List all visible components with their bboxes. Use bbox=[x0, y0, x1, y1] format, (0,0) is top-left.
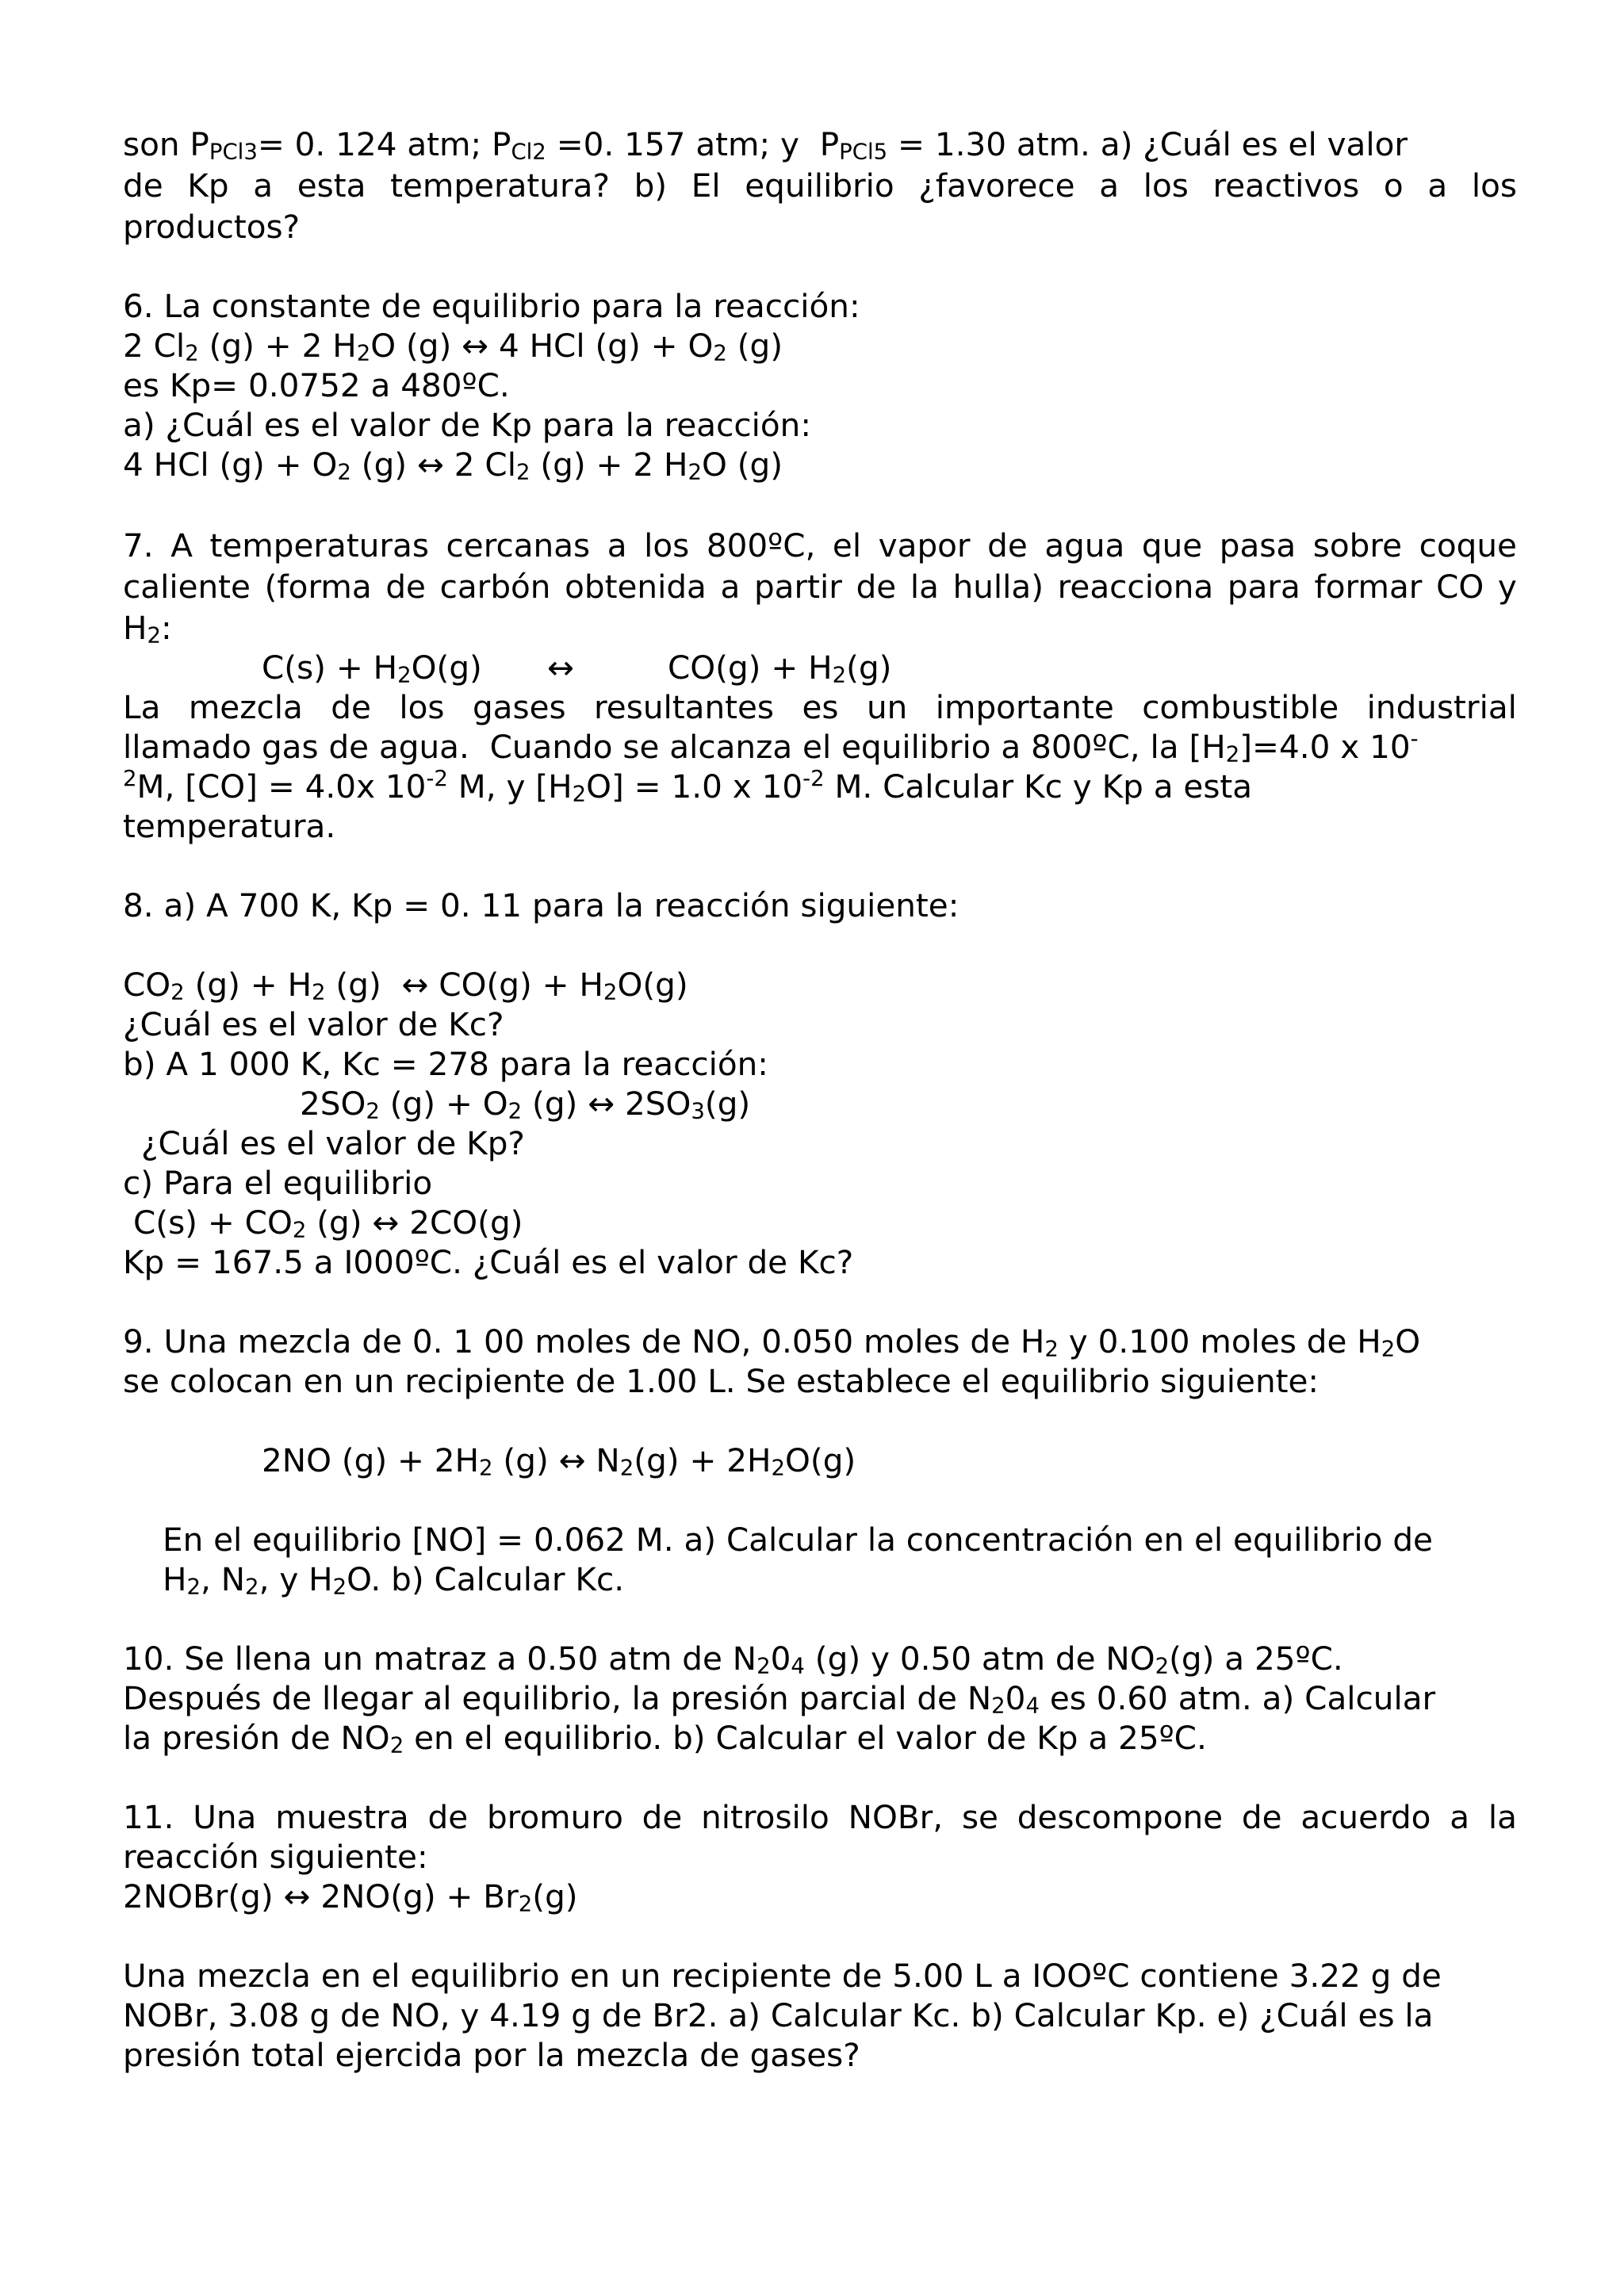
word: Kp bbox=[187, 166, 229, 205]
p7-line-5 bbox=[123, 688, 1517, 726]
p8-equation-2 bbox=[300, 1085, 751, 1124]
text-segment: (g) + 2H bbox=[634, 1441, 772, 1479]
word: formar bbox=[1314, 568, 1423, 606]
word: gases bbox=[472, 688, 566, 726]
p7-equation-right: $CO(g) + H_2(g)$ bbox=[668, 649, 892, 688]
text-segment: O. b) Calcular Kc. bbox=[347, 1560, 625, 1598]
text-segment: 2SO bbox=[300, 1085, 366, 1123]
word: b) bbox=[634, 166, 668, 205]
text-segment: (g) bbox=[704, 1085, 751, 1123]
word: temperaturas bbox=[209, 526, 429, 564]
word: vapor bbox=[878, 526, 971, 564]
p11-line-6: presión total ejercida por la mezcla de gases? bbox=[123, 2036, 860, 2074]
word: de bbox=[331, 688, 371, 726]
word: combustible bbox=[1142, 688, 1339, 726]
word: de bbox=[987, 526, 1028, 564]
p5-line-2 bbox=[123, 166, 1517, 205]
word: equilibrio bbox=[745, 166, 894, 205]
word: 800ºC, bbox=[706, 526, 816, 564]
word: bromuro bbox=[486, 1798, 623, 1836]
text-segment: (g) ↔ 2SO bbox=[522, 1085, 691, 1123]
p9-equation bbox=[262, 1441, 856, 1481]
p6-line-4: a) ¿Cuál es el valor de Kp para la reacción: bbox=[123, 406, 811, 444]
p7-line-7: $^2$M, [CO] = 4.0x $10^{-2}$ M, y $[H_2O] = 1.0$ x $10^{-2}$ M. Calcular Kc y Kp a esta bbox=[123, 765, 1253, 807]
p6-line-3: es Kp= 0.0752 a 480ºC. bbox=[123, 366, 510, 404]
word: los bbox=[1471, 166, 1517, 205]
word: carbón bbox=[439, 568, 551, 606]
p5-line-3: productos? bbox=[123, 208, 301, 246]
subscript: 2 bbox=[713, 340, 727, 366]
word: coque bbox=[1419, 526, 1517, 564]
p8-line-4: b) A 1 000 K, Kc = 278 para la reacción: bbox=[123, 1045, 768, 1083]
subscript: 2 bbox=[332, 1574, 347, 1600]
p10-line-3: la presión de $NO_2$ en el equilibrio. b) Calcular el valor de Kp a 25ºC. bbox=[123, 1719, 1207, 1758]
subscript: 2 bbox=[771, 1455, 786, 1481]
text-segment: 4 HCl (g) + O bbox=[123, 446, 338, 484]
word: esta bbox=[297, 166, 366, 205]
word: de bbox=[1241, 1798, 1282, 1836]
word: la bbox=[1488, 1798, 1517, 1836]
word: muestra bbox=[275, 1798, 409, 1836]
word: los bbox=[1143, 166, 1189, 205]
subscript: 2 bbox=[515, 459, 530, 485]
word: industrial bbox=[1366, 688, 1517, 726]
p11-line-5: NOBr, 3.08 g de NO, y 4.19 g de Br2. a) Calcular Kc. b) Calcular Kp. e) ¿Cuál es la bbox=[123, 1996, 1434, 2034]
subscript: 2 bbox=[337, 459, 351, 485]
subscript: 2 bbox=[186, 1574, 201, 1600]
text-segment: 2 Cl bbox=[123, 327, 186, 365]
p9-line-5 bbox=[163, 1560, 625, 1600]
word: descompone bbox=[1017, 1798, 1224, 1836]
text-segment: (g) + H bbox=[184, 966, 312, 1004]
text-segment: CO bbox=[123, 966, 171, 1004]
text-segment: (g) ↔ CO(g) + H bbox=[325, 966, 603, 1004]
word: a bbox=[720, 568, 741, 606]
word: es bbox=[802, 688, 839, 726]
word: la bbox=[910, 568, 939, 606]
word: y bbox=[1497, 568, 1517, 606]
subscript: 2 bbox=[292, 1217, 307, 1243]
word: se bbox=[961, 1798, 998, 1836]
p10-line-1: 10. Se llena un matraz a 0.50 atm de $N_20_4$ (g) y 0.50 atm de $NO_2(g)$ a 25ºC. bbox=[123, 1640, 1343, 1679]
word: 11. bbox=[123, 1798, 174, 1836]
text-segment: , N bbox=[201, 1560, 246, 1598]
p6-equation-1 bbox=[123, 327, 783, 366]
text-segment: 2NO (g) + 2H bbox=[262, 1441, 480, 1479]
p7-line-2 bbox=[123, 568, 1517, 606]
word: de bbox=[123, 166, 163, 205]
word: a bbox=[1099, 166, 1120, 205]
subscript: 2 bbox=[479, 1455, 493, 1481]
p11-line-4: Una mezcla en el equilibrio en un recipiente de 5.00 L a IOOºC contiene 3.22 g de bbox=[123, 1957, 1442, 1995]
word: que bbox=[1141, 526, 1203, 564]
p6-line-1: 6. La constante de equilibrio para la reacción: bbox=[123, 287, 860, 325]
subscript: 2 bbox=[366, 1098, 380, 1124]
word: mezcla bbox=[188, 688, 303, 726]
p10-line-2: Después de llegar al equilibrio, la presión parcial de $N_20_4$ es 0.60 atm. a) Calcular bbox=[123, 1679, 1436, 1719]
p7-equation-arrow: ↔ bbox=[547, 649, 574, 687]
word: a bbox=[1427, 166, 1448, 205]
subscript: 2 bbox=[312, 979, 326, 1005]
word: Una bbox=[193, 1798, 257, 1836]
text-segment: (g) + 2 H bbox=[530, 446, 688, 484]
text-segment: (g) ↔ 2 Cl bbox=[350, 446, 516, 484]
p5-line-1: son $P_{PCl3}= 0$. 124 atm; $P_{Cl2} =0$. 157 atm; y $P_{PCl5} = 1.30$ atm. a) ¿Cuál es el valor bbox=[123, 125, 1408, 165]
p7-line-3: $H_2$: bbox=[123, 609, 172, 649]
subscript: 2 bbox=[170, 979, 185, 1005]
word: a bbox=[253, 166, 274, 205]
word: de bbox=[385, 568, 426, 606]
word: pasa bbox=[1219, 526, 1297, 564]
text-segment: (g) + 2 H bbox=[198, 327, 357, 365]
text-segment: O(g) bbox=[785, 1441, 856, 1479]
text-segment: O (g) bbox=[701, 446, 783, 484]
p8-line-1: 8. a) A 700 K, Kp = 0. 11 para la reacción siguiente: bbox=[123, 886, 959, 924]
word: El bbox=[691, 166, 721, 205]
word: CO bbox=[1436, 568, 1484, 606]
word: obtenida bbox=[565, 568, 707, 606]
word: agua bbox=[1044, 526, 1125, 564]
text-segment: C(s) + CO bbox=[133, 1203, 293, 1242]
word: importante bbox=[935, 688, 1114, 726]
word: hulla) bbox=[952, 568, 1044, 606]
text-segment: , y H bbox=[259, 1560, 333, 1598]
word: acuerdo bbox=[1300, 1798, 1431, 1836]
text-segment: O (g) ↔ 4 HCl (g) + O bbox=[370, 327, 714, 365]
p7-line-6: llamado gas de agua. Cuando se alcanza el equilibrio a 800ºC, la $[H_2]=4.0$ x 10- bbox=[123, 725, 1419, 767]
subscript: 3 bbox=[691, 1098, 705, 1124]
p7-equation-left: $C(s) + H_2O(g)$ bbox=[262, 649, 482, 688]
p11-equation bbox=[123, 1877, 578, 1917]
word: nitrosilo bbox=[701, 1798, 829, 1836]
p11-line-2: reacción siguiente: bbox=[123, 1838, 428, 1876]
word: 7. bbox=[123, 526, 154, 564]
p8-line-6: ¿Cuál es el valor de Kp? bbox=[141, 1124, 525, 1162]
p9-line-2: se colocan en un recipiente de 1.00 L. Se establece el equilibrio siguiente: bbox=[123, 1362, 1320, 1400]
word: los bbox=[644, 526, 690, 564]
text-segment: H bbox=[163, 1560, 187, 1598]
word: sobre bbox=[1312, 526, 1403, 564]
text-segment: (g) + O bbox=[379, 1085, 508, 1123]
p8-line-9: Kp = 167.5 a I000ºC. ¿Cuál es el valor de Kc? bbox=[123, 1243, 854, 1281]
word: A bbox=[170, 526, 193, 564]
subscript: 2 bbox=[619, 1455, 634, 1481]
word: NOBr, bbox=[848, 1798, 944, 1836]
word: partir bbox=[753, 568, 842, 606]
word: La bbox=[123, 688, 161, 726]
p9-line-1: 9. Una mezcla de 0. 1 00 moles de NO, 0.050 moles de $H_2$ y 0.100 moles de $H_2O$ bbox=[123, 1322, 1421, 1362]
word: para bbox=[1227, 568, 1300, 606]
p8-equation-3 bbox=[133, 1203, 523, 1243]
word: a bbox=[607, 526, 627, 564]
word: a bbox=[1450, 1798, 1470, 1836]
word: (forma bbox=[264, 568, 372, 606]
p7-line-8: temperatura. bbox=[123, 807, 336, 845]
text-segment: (g) bbox=[726, 327, 783, 365]
p11-line-1 bbox=[123, 1798, 1517, 1836]
p7-line-1 bbox=[123, 526, 1517, 564]
word: cercanas bbox=[446, 526, 591, 564]
subscript: 2 bbox=[688, 459, 702, 485]
subscript: 2 bbox=[508, 1098, 523, 1124]
subscript: 2 bbox=[185, 340, 199, 366]
p8-line-3: ¿Cuál es el valor de Kc? bbox=[123, 1005, 504, 1043]
word: resultantes bbox=[594, 688, 775, 726]
word: reacciona bbox=[1057, 568, 1214, 606]
word: el bbox=[832, 526, 862, 564]
p6-equation-2 bbox=[123, 446, 783, 485]
p8-equation-1 bbox=[123, 966, 688, 1005]
word: reactivos bbox=[1212, 166, 1360, 205]
p8-line-7: c) Para el equilibrio bbox=[123, 1164, 433, 1202]
subscript: 2 bbox=[356, 340, 371, 366]
p9-line-4: En el equilibrio [NO] = 0.062 M. a) Calcular la concentración en el equilibrio de bbox=[163, 1521, 1433, 1559]
word: de bbox=[856, 568, 897, 606]
text-segment: O(g) bbox=[617, 966, 688, 1004]
text-segment: (g) ↔ 2CO(g) bbox=[306, 1203, 523, 1242]
subscript: 2 bbox=[603, 979, 618, 1005]
word: de bbox=[642, 1798, 683, 1836]
text-segment: (g) ↔ N bbox=[492, 1441, 620, 1479]
subscript: 2 bbox=[245, 1574, 259, 1600]
word: caliente bbox=[123, 568, 251, 606]
word: de bbox=[427, 1798, 469, 1836]
word: los bbox=[399, 688, 445, 726]
word: ¿favorece bbox=[918, 166, 1075, 205]
word: un bbox=[866, 688, 908, 726]
text-segment: 2NOBr(g) ↔ 2NO(g) + Br bbox=[123, 1877, 519, 1915]
word: o bbox=[1383, 166, 1404, 205]
word: temperatura? bbox=[390, 166, 610, 205]
text-segment: (g) bbox=[532, 1877, 578, 1915]
subscript: 2 bbox=[518, 1891, 533, 1917]
